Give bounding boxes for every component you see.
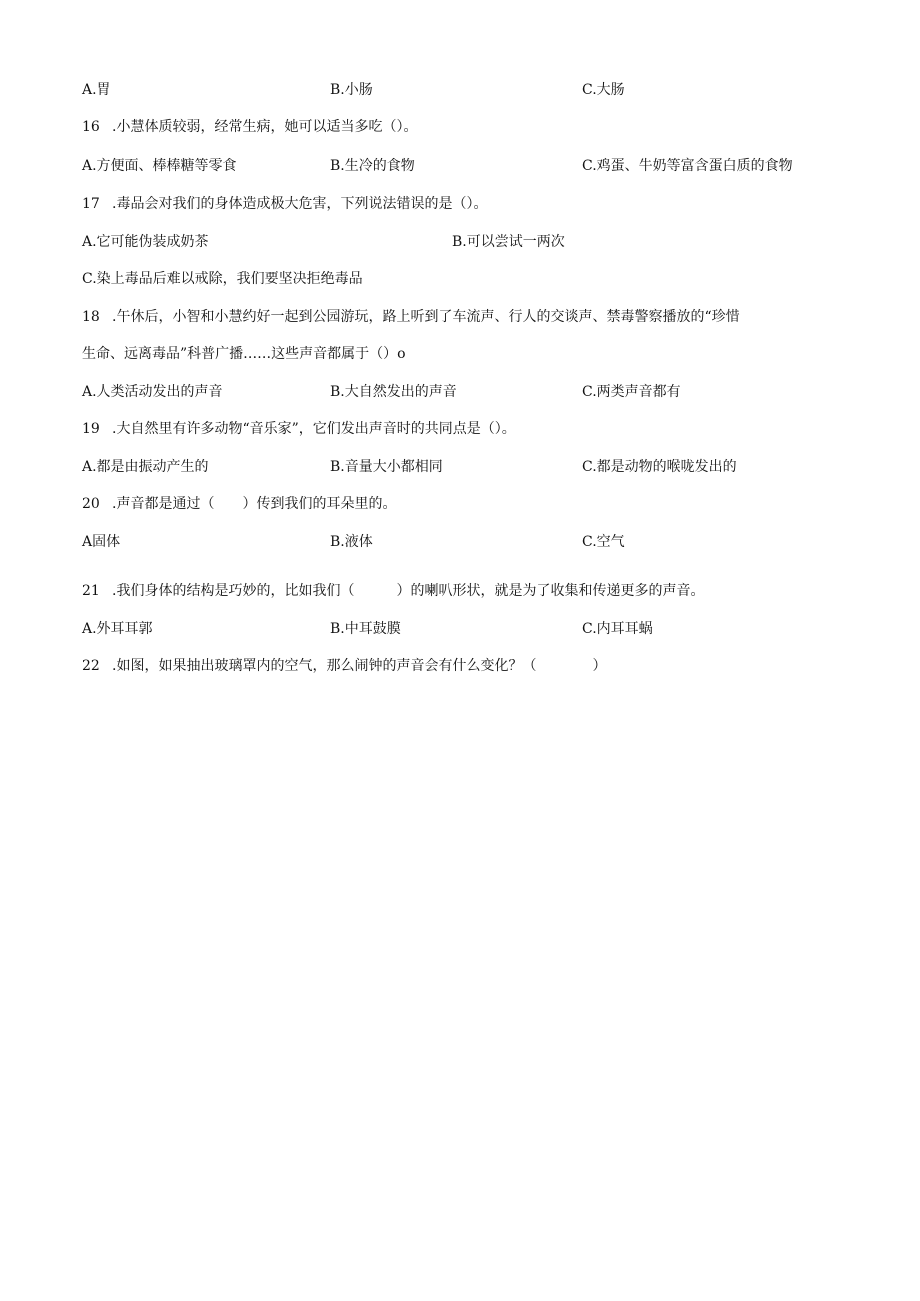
q21-option-c: C.内耳耳蜗 [582,621,653,637]
question-16 [82,117,417,137]
question-text: .小慧体质较弱，经常生病，她可以适当多吃（）。 [112,119,418,135]
question-number: 19 [82,421,100,437]
question-text: .毒品会对我们的身体造成极大危害，下列说法错误的是（）。 [112,196,488,212]
question-20 [82,494,396,514]
q19-option-b: B.音量大小都相同 [330,459,443,475]
q16-option-c: C.鸡蛋、牛奶等富含蛋白质的食物 [582,158,793,174]
q17-option-a: A.它可能伪装成奶茶 [82,234,209,250]
question-number: 17 [82,196,100,212]
question-number: 16 [82,119,100,135]
question-18-line2: 生命、远离毒品”科普广播……这些声音都属于（）o [82,346,406,362]
q18-option-c: C.两类声音都有 [582,384,681,400]
question-text: .声音都是通过（ ）传到我们的耳朵里的。 [112,496,397,512]
question-number: 20 [82,496,100,512]
question-18 [82,307,740,327]
question-number: 22 [82,658,100,674]
q21-option-b: B.中耳鼓膜 [330,621,401,637]
q18-option-b: B.大自然发出的声音 [330,384,457,400]
question-text: .如图，如果抽出玻璃罩内的空气，那么闹钟的声音会有什么变化？（ ） [112,658,607,674]
question-21 [82,581,704,601]
q20-option-b: B.液体 [330,534,373,550]
q19-option-c: C.都是动物的喉咙发出的 [582,459,737,475]
question-text: .我们身体的结构是巧妙的，比如我们（ ）的喇叭形状，就是为了收集和传递更多的声音。 [112,583,705,599]
question-text-line1: .午休后，小智和小慧约好一起到公园游玩，路上听到了车流声、行人的交谈声、禁毒警察播放的“珍惜 [112,309,740,325]
q15-option-a: A.胃 [82,82,111,98]
q19-option-a: A.都是由振动产生的 [82,459,209,475]
q17-option-c: C.染上毒品后难以戒除，我们要坚决拒绝毒品 [82,271,363,287]
q20-option-c: C.空气 [582,534,625,550]
q17-option-b: B.可以尝试一两次 [452,234,565,250]
q15-option-c: C.大肠 [582,82,625,98]
question-17 [82,194,487,214]
q16-option-b: B.生冷的食物 [330,158,415,174]
question-text: .大自然里有许多动物“音乐家”，它们发出声音时的共同点是（）。 [112,421,516,437]
q20-option-a: A固体 [82,534,121,550]
question-number: 21 [82,583,100,599]
q15-option-b: B.小肠 [330,82,373,98]
question-number: 18 [82,309,100,325]
q16-option-a: A.方便面、棒棒糖等零食 [82,158,237,174]
q21-option-a: A.外耳耳郭 [82,621,153,637]
q18-option-a: A.人类活动发出的声音 [82,384,223,400]
question-19 [82,419,516,439]
question-22 [82,656,606,676]
